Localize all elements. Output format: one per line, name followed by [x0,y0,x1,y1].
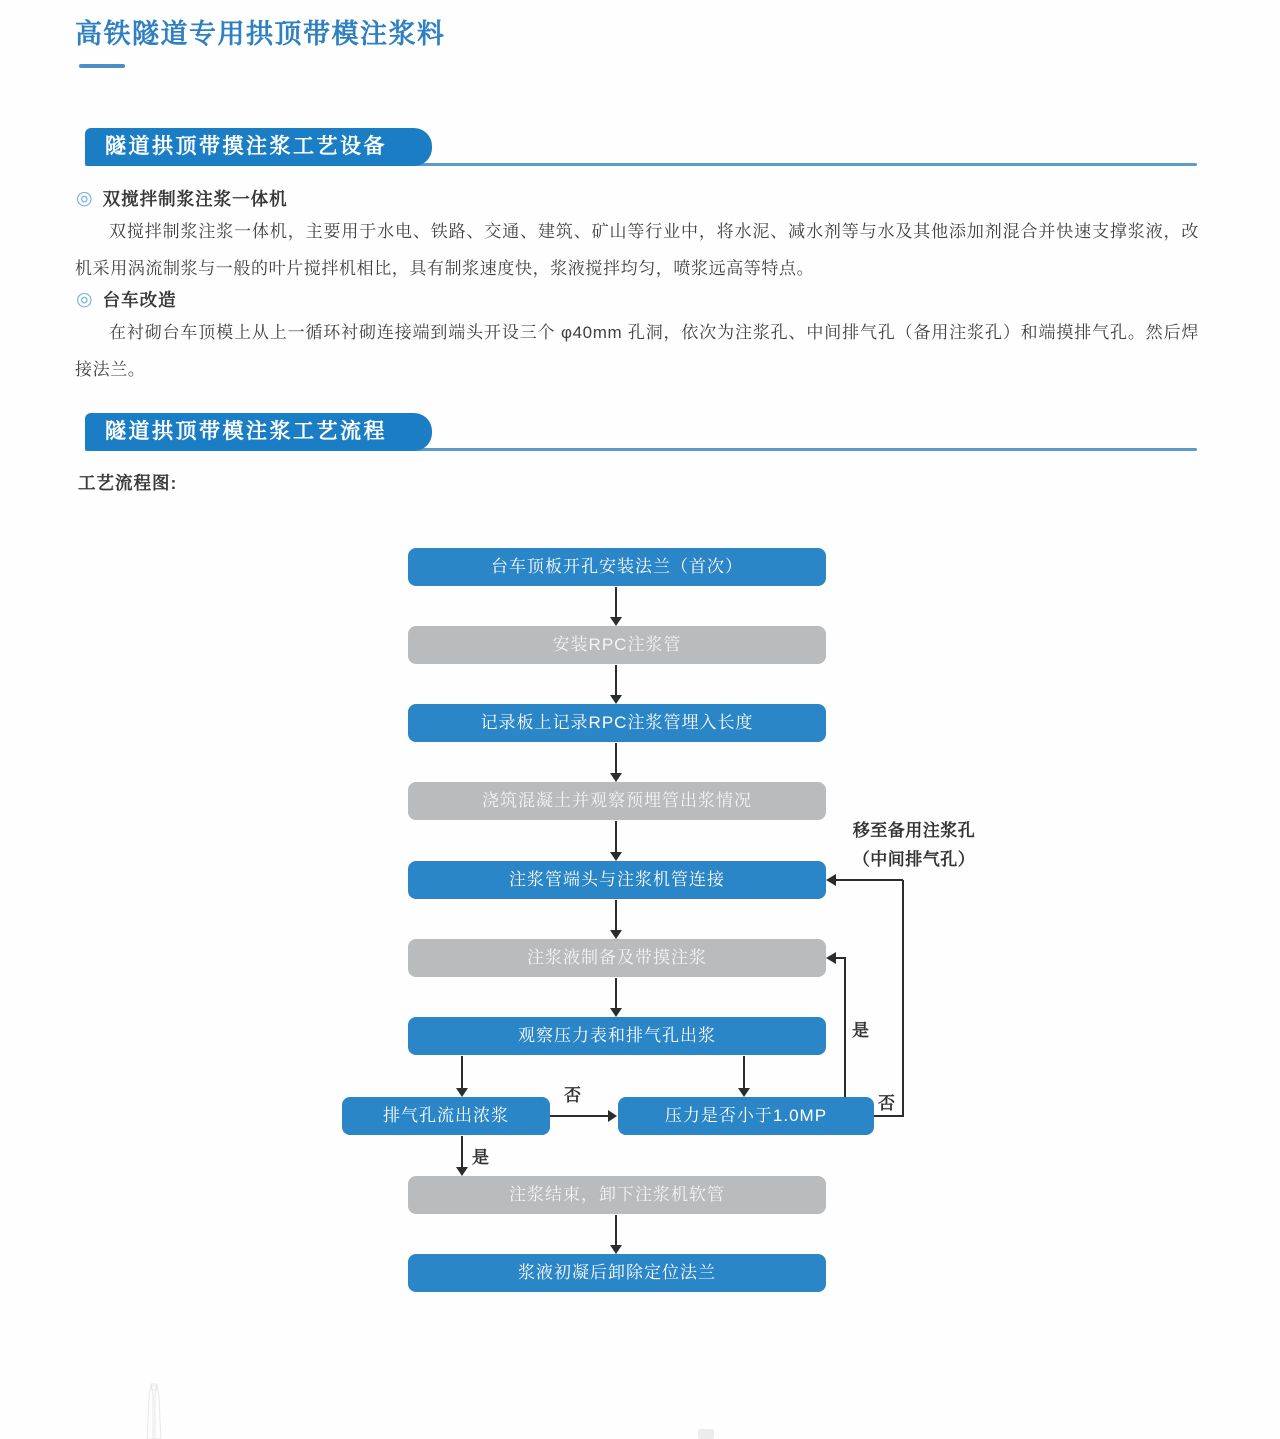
ring-bullet-icon: ◎ [76,188,93,209]
flow-node-record-length: 记录板上记录RPC注浆管埋入长度 [408,704,826,742]
flow-node-vent-thick-grout: 排气孔流出浓浆 [342,1097,550,1135]
loop-no-line [902,880,904,1117]
loop-yes-line [836,957,846,959]
flow-node-observe-pressure: 观察压力表和排气孔出浆 [408,1017,826,1055]
loop-no-line [874,1115,904,1117]
page-title: 高铁隧道专用拱顶带模注浆料 [75,19,446,49]
item-heading-mixer: 双搅拌制浆注浆一体机 [102,189,288,209]
flow-arrow-branch-left [461,1056,463,1088]
flow-arrow-down [615,743,617,773]
paragraph-mixer: 双搅拌制浆注浆一体机，主要用于水电、铁路、交通、建筑、矿山等行业中，将水泥、减水剂等与水及其他添加剂混合并快速支撑浆液，改机采用涡流制浆与一般的叶片搅拌机相比，具有制浆速度快，浆液搅拌均匀，喷浆远高等特点。 [75,222,1199,278]
paragraph-trolley: 在衬砌台车顶模上从上一循环衬砌连接端到端头开设三个 φ40mm 孔洞，依次为注浆孔、中间排气孔（备用注浆孔）和端摸排气孔。然后焊接法兰。 [75,323,1199,379]
flow-arrow-down [615,978,617,1008]
section-banner-process: 隧道拱顶带模注浆工艺流程 [85,413,432,451]
flow-node-pour-concrete: 浇筑混凝土并观察预埋管出浆情况 [408,782,826,820]
flow-arrow-branch-right [743,1056,745,1088]
edge-label-no-horizontal: 否 [564,1086,581,1105]
loop-annotation-line2: （中间排气孔） [852,850,976,869]
ring-bullet-icon: ◎ [76,289,93,310]
loop-annotation-line1: 移至备用注浆孔 [852,821,976,840]
flow-arrow-down [615,821,617,852]
loop-yes-line [844,958,846,1097]
loop-no-arrowhead [826,874,836,886]
flow-arrow-no-right [550,1115,608,1117]
flow-node-connect-pipe: 注浆管端头与注浆机管连接 [408,861,826,899]
tower-watermark-icon [118,1381,190,1439]
edge-label-yes-down: 是 [472,1148,489,1167]
flow-node-drill-install-flange: 台车顶板开孔安装法兰（首次） [408,548,826,586]
flow-arrow-down [615,665,617,695]
loop-yes-arrowhead [826,952,836,964]
flow-arrow-yes-down [461,1136,463,1167]
section-banner-equipment: 隧道拱顶带摸注浆工艺设备 [85,128,432,166]
page-smudge [698,1429,714,1439]
flow-arrow-down [615,587,617,617]
process-flowchart [0,530,1280,1330]
loop-annotation [840,816,988,874]
edge-label-no-loop: 否 [878,1094,895,1113]
flow-node-remove-flange: 浆液初凝后卸除定位法兰 [408,1254,826,1292]
flow-node-grouting-end: 注浆结束，卸下注浆机软管 [408,1176,826,1214]
item-heading-trolley: 台车改造 [102,290,177,310]
flow-node-pressure-check: 压力是否小于1.0MP [618,1097,874,1135]
edge-label-yes-loop: 是 [852,1021,869,1040]
flow-arrow-down [615,900,617,930]
flow-arrow-down [615,1215,617,1245]
flowchart-caption: 工艺流程图: [78,473,178,493]
flow-node-prepare-grout: 注浆液制备及带摸注浆 [408,939,826,977]
title-underline [79,64,125,68]
flow-node-install-rpc-pipe: 安装RPC注浆管 [408,626,826,664]
equipment-item-mixer [76,186,288,211]
loop-no-line [836,879,903,881]
equipment-item-trolley [76,287,177,312]
